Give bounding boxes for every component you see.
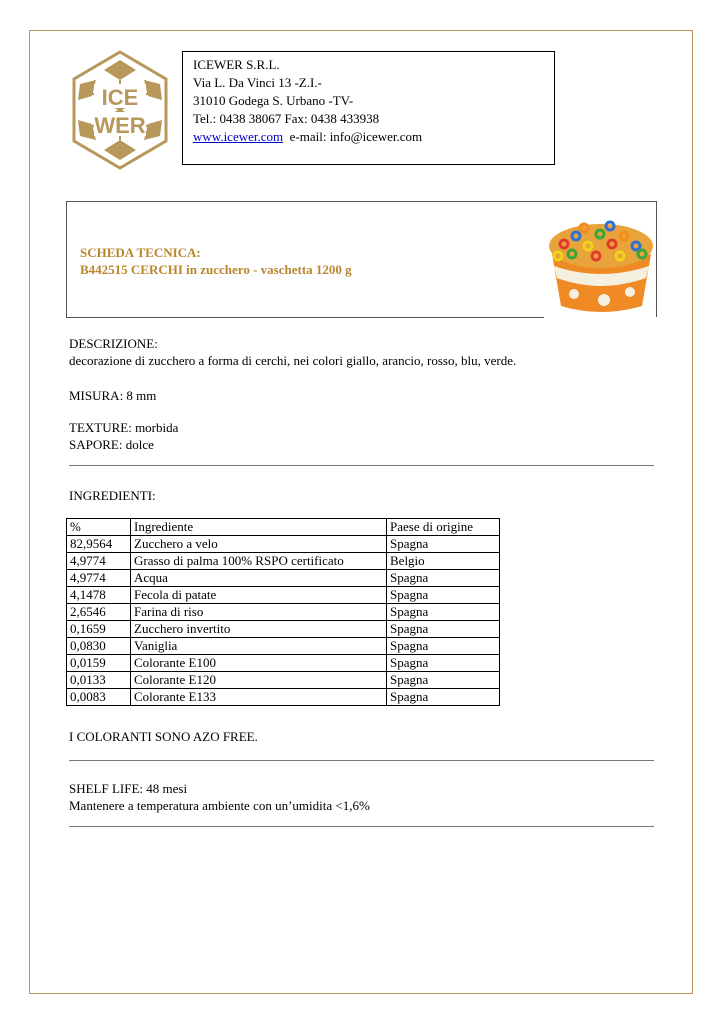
shelf-life: SHELF LIFE: 48 mesi: [69, 781, 188, 796]
table-cell: Spagna: [387, 621, 500, 638]
divider-1: [69, 465, 654, 466]
table-row: [67, 553, 500, 570]
table-cell: 0,0830: [67, 638, 131, 655]
title-line2: B442515 CERCHI in zucchero - vaschetta 1200 g: [80, 262, 352, 277]
table-cell: Vaniglia: [131, 638, 387, 655]
ingredients-table: [66, 518, 500, 706]
table-row: [67, 672, 500, 689]
table-cell: 0,0159: [67, 655, 131, 672]
svg-text:ICE: ICE: [101, 85, 139, 110]
company-address-line2: 31010 Godega S. Urbano -TV-: [193, 93, 354, 108]
website-link[interactable]: www.icewer.com: [193, 129, 284, 144]
divider-3: [69, 826, 654, 827]
table-header-row: [67, 519, 500, 536]
description-label: DESCRIZIONE:: [69, 336, 158, 351]
product-image: [544, 214, 659, 319]
table-cell: Colorante E120: [131, 672, 387, 689]
company-address-line1: Via L. Da Vinci 13 -Z.I.-: [193, 75, 322, 90]
table-row: [67, 587, 500, 604]
table-cell: Grasso di palma 100% RSPO certificato: [131, 553, 387, 570]
table-cell: Spagna: [387, 638, 500, 655]
company-contacts: [193, 128, 554, 146]
table-cell: 4,1478: [67, 587, 131, 604]
misura: MISURA: 8 mm: [69, 388, 157, 403]
product-title: [80, 244, 352, 278]
table-row: [67, 689, 500, 706]
table-row: [67, 638, 500, 655]
table-cell: Farina di riso: [131, 604, 387, 621]
table-cell: Colorante E133: [131, 689, 387, 706]
table-cell: 0,0133: [67, 672, 131, 689]
table-cell: 4,9774: [67, 570, 131, 587]
table-cell: 2,6546: [67, 604, 131, 621]
table-cell: 0,1659: [67, 621, 131, 638]
company-info-box: [182, 51, 555, 165]
title-box-bottom-border: [66, 317, 544, 318]
table-cell: Spagna: [387, 672, 500, 689]
table-cell: 0,0083: [67, 689, 131, 706]
table-cell: Acqua: [131, 570, 387, 587]
ingredients-label: INGREDIENTI:: [69, 488, 156, 503]
icewer-logo: [66, 50, 174, 170]
table-row: [67, 655, 500, 672]
table-row: [67, 536, 500, 553]
table-cell: Spagna: [387, 655, 500, 672]
table-cell: Belgio: [387, 553, 500, 570]
table-cell: Spagna: [387, 604, 500, 621]
table-row: [67, 621, 500, 638]
table-header-cell: Ingrediente: [131, 519, 387, 536]
company-name: ICEWER S.R.L.: [193, 57, 280, 72]
table-header-cell: Paese di origine: [387, 519, 500, 536]
description-text: decorazione di zucchero a forma di cerchi, nei colori giallo, arancio, rosso, blu, verde.: [69, 353, 517, 368]
title-box: [66, 201, 657, 317]
table-cell: Spagna: [387, 570, 500, 587]
table-cell: Fecola di patate: [131, 587, 387, 604]
page-border: [29, 30, 693, 994]
table-cell: Zucchero invertito: [131, 621, 387, 638]
texture: TEXTURE: morbida: [69, 420, 179, 435]
table-header-cell: %: [67, 519, 131, 536]
svg-text:WER: WER: [94, 113, 146, 138]
table-cell: Spagna: [387, 587, 500, 604]
table-cell: Spagna: [387, 536, 500, 553]
table-cell: Zucchero a velo: [131, 536, 387, 553]
divider-2: [69, 760, 654, 761]
company-phone-fax: Tel.: 0438 38067 Fax: 0438 433938: [193, 111, 380, 126]
sapore: SAPORE: dolce: [69, 437, 154, 452]
storage-note: Mantenere a temperatura ambiente con un’umidita <1,6%: [69, 798, 370, 813]
table-cell: 82,9564: [67, 536, 131, 553]
table-row: [67, 570, 500, 587]
table-cell: Colorante E100: [131, 655, 387, 672]
title-line1: SCHEDA TECNICA:: [80, 245, 201, 260]
table-row: [67, 604, 500, 621]
table-cell: Spagna: [387, 689, 500, 706]
company-email: e-mail: info@icewer.com: [289, 129, 423, 144]
azo-free-note: I COLORANTI SONO AZO FREE.: [69, 729, 258, 744]
table-cell: 4,9774: [67, 553, 131, 570]
